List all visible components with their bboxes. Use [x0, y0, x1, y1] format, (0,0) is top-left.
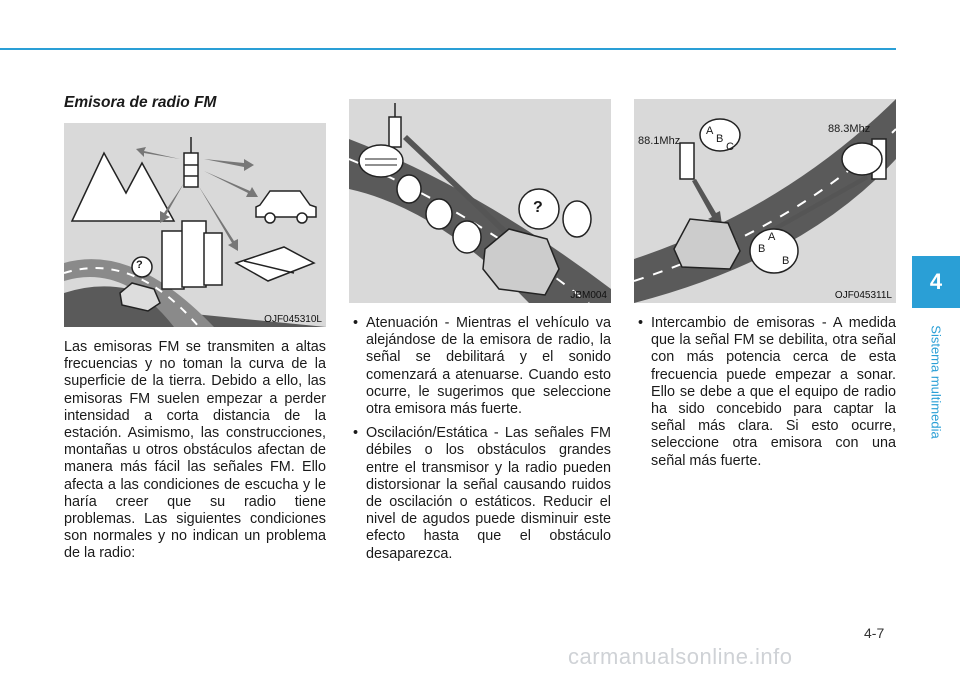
question-mark: ?	[533, 199, 543, 216]
chapter-tab: 4	[912, 256, 960, 308]
chapter-label: Sistema multimedia	[928, 325, 944, 439]
figure-station-switch	[634, 99, 896, 303]
list-item: • Intercambio de emisoras - A medida que la señal FM se debilita, otra señal con más potencia cerca de esta frecuencia puede empezar a sonar. Ello se debe a que el equipo de radio ha sido concebido para captar la señal más clara. Si esto ocurre, seleccione otra emisora con una señal más fuerte.	[638, 315, 896, 469]
letter-b-bottom: B	[758, 243, 766, 255]
bullet-text: Intercambio de emisoras - A medida que la señal FM se debilita, otra señal con más potencia cerca de esta frecuencia puede empezar a sonar. Ello se debe a que el equipo de radio ha sido concebido para captar la señal más clara. Si esto ocurre, seleccione otra emisora con una señal más fuerte.	[651, 315, 896, 469]
column2-bullet-list	[353, 315, 611, 570]
section-title: Emisora de radio FM	[64, 94, 217, 111]
page-number: 4-7	[864, 625, 885, 641]
bullet-text: Oscilación/Estática - Las señales FM débiles o los obstáculos grandes entre el transmisor y la radio pueden distorsionar la señal causando ruidos de oscilación o estáticos. Reducir el nivel de agudos puede disminuir este efecto hasta que el obstáculo desaparezca.	[366, 425, 611, 562]
question-mark: ?	[136, 259, 143, 271]
frequency-right: 88.3Mhz	[828, 123, 871, 135]
bullet-text: Atenuación - Mientras el vehículo va alejándose de la emisora de radio, la señal se debilitará y el sonido comenzará a atenuarse. Cuando esto ocurre, le sugerimos que seleccione otra emisora más fuerte.	[366, 315, 611, 418]
letter-c: C	[726, 141, 734, 153]
figure-code: OJF045310L	[264, 314, 322, 325]
figure-code: JBM004	[570, 290, 607, 301]
top-rule	[0, 48, 896, 50]
figure-fm-transmission	[64, 123, 326, 327]
list-item: • Oscilación/Estática - Las señales FM débiles o los obstáculos grandes entre el transmisor y la radio pueden distorsionar la señal causando ruidos de oscilación o estáticos. Reducir el nivel de agudos puede disminuir este efecto hasta que el obstáculo desaparezca.	[353, 425, 611, 562]
attenuation-illustration	[349, 99, 611, 303]
watermark: carmanualsonline.info	[568, 644, 793, 669]
frequency-left: 88.1Mhz	[638, 135, 681, 147]
figure-attenuation	[349, 99, 611, 303]
column3-bullet-list	[638, 315, 896, 477]
column1-paragraph: Las emisoras FM se transmiten a altas frecuencias y no toman la curva de la superficie de la tierra. Debido a ello, las emisoras FM suelen empezar a perder intensidad a corta distancia de la estación. Asimismo, las construcciones, montañas u otros obstáculos afectan de manera más fácil las señales FM. Ello afecta a las condiciones de escucha y le haría creer que su radio tiene problemas. Las siguientes condiciones son normales y no indican un problema de la radio:	[64, 339, 326, 562]
letter-a: A	[706, 125, 714, 137]
fm-transmission-illustration	[64, 123, 326, 327]
figure-code: OJF045311L	[834, 290, 892, 301]
letter-b2-bottom: B	[782, 255, 790, 267]
list-item: • Atenuación - Mientras el vehículo va alejándose de la emisora de radio, la señal se debilitará y el sonido comenzará a atenuarse. Cuando esto ocurre, le sugerimos que seleccione otra emisora más fuerte.	[353, 315, 611, 418]
letter-b: B	[716, 133, 724, 145]
letter-a-bottom: A	[768, 231, 776, 243]
